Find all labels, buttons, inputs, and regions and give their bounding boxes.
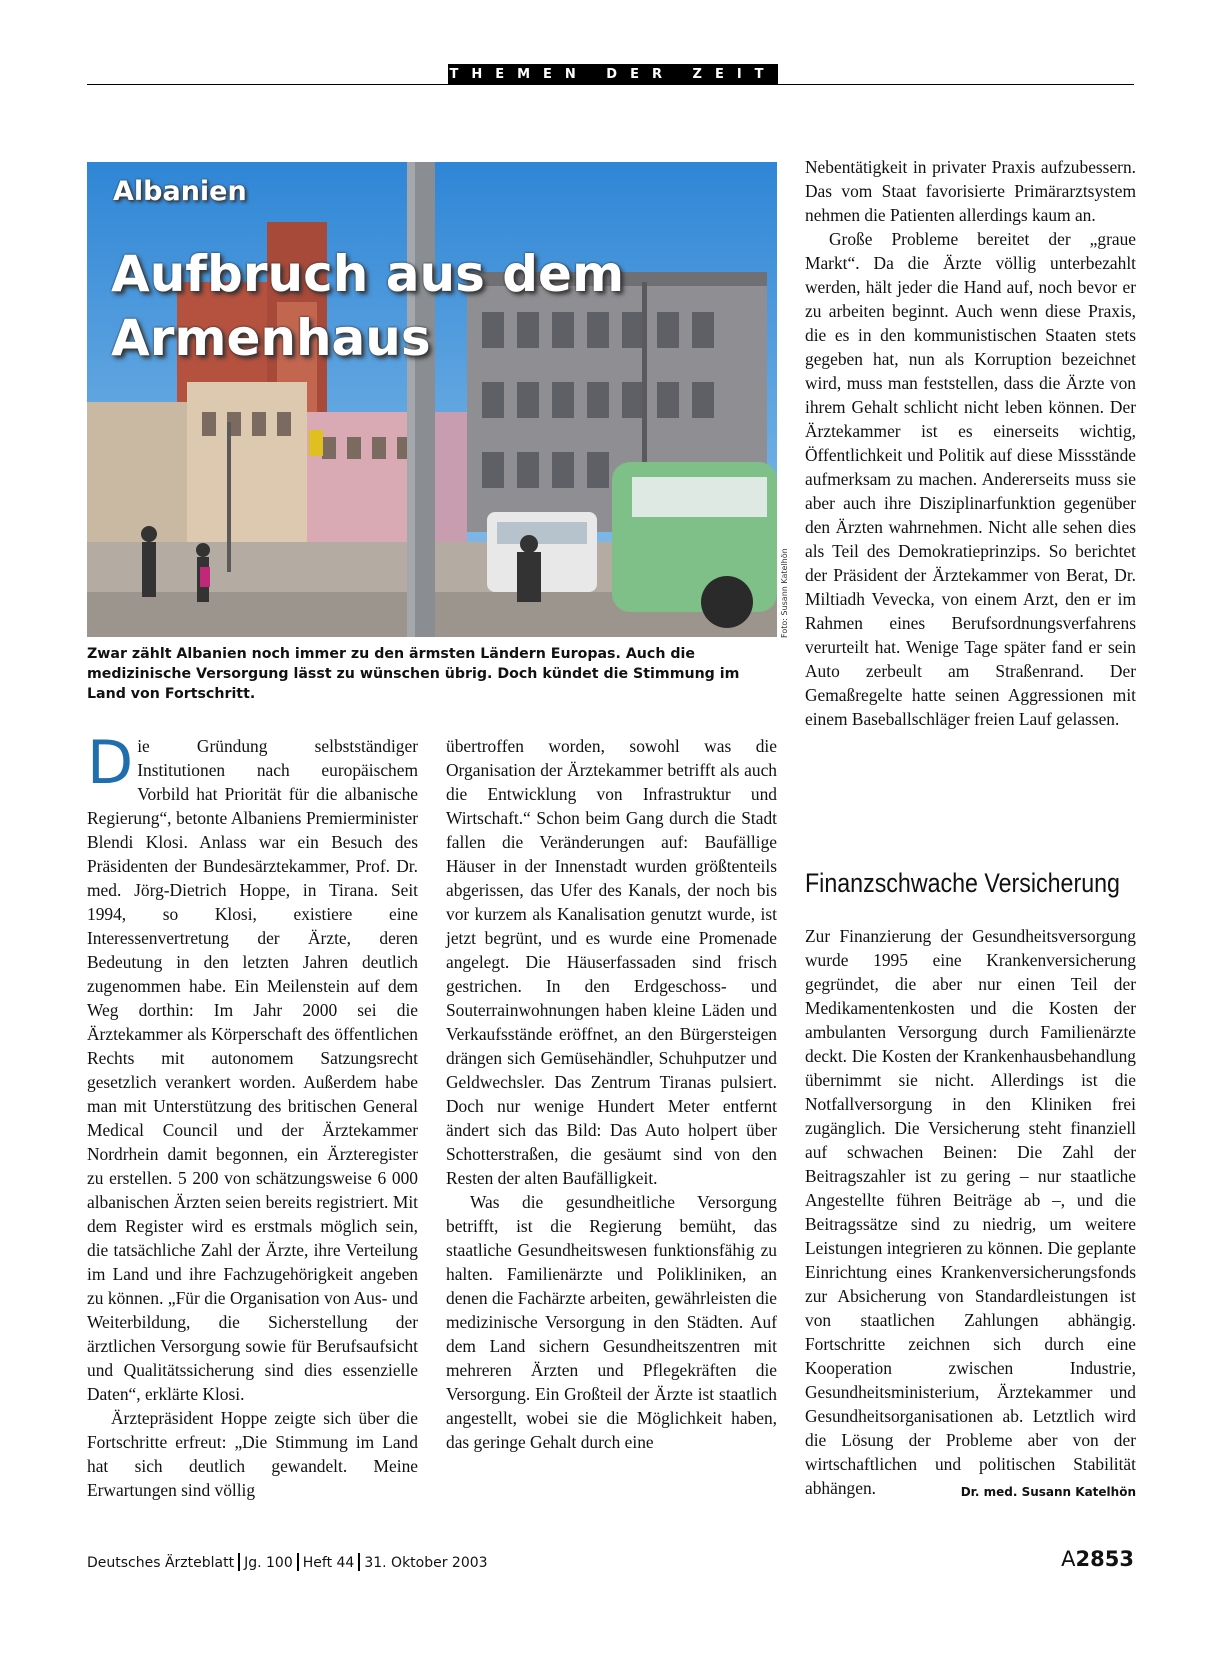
paragraph: Was die gesundheitliche Versorgung betrifft, ist die Regierung bemüht, das staatliche Gesundheitswesen funktionsfähig zu halten. Familienärzte und Polikliniken, an denen die Fachärzte arbeiten, gewährleisten die medizinische Versorgung in den Städten. Auf dem Land sichern Gesundheitszentren mit mehreren Ärzten und Pflegekräften die Versorgung. Ein Großteil der Ärzte ist staatlich angestellt, wobei sie die Möglichkeit haben, das geringe Gehalt durch eine bbox=[446, 1192, 777, 1452]
article-column-3-bottom bbox=[805, 924, 1136, 1504]
page-number bbox=[1061, 1547, 1134, 1571]
photo-credit bbox=[778, 548, 792, 640]
journal-volume: Jg. 100 bbox=[244, 1555, 293, 1571]
journal-name: Deutsches Ärzteblatt bbox=[87, 1555, 235, 1571]
paragraph: Ärztepräsident Hoppe zeigte sich über die Fortschritte erfreut: „Die Stimmung im Land hat sich deutlich gewandelt. Meine Erwartungen sind völlig bbox=[87, 1408, 418, 1500]
issue-date: 31. Oktober 2003 bbox=[364, 1555, 488, 1571]
footer-divider bbox=[358, 1553, 360, 1571]
article-title bbox=[111, 242, 624, 370]
paragraph bbox=[87, 728, 418, 1406]
article-column-2 bbox=[446, 734, 777, 1454]
section-subheading: Finanzschwache Versicherung bbox=[805, 868, 1120, 898]
photo-caption: Zwar zählt Albanien noch immer zu den ärmsten Ländern Europas. Auch die medizinische Versorgung lässt zu wünschen übrig. Doch kündet die Stimmung im Land von Fortschritt. bbox=[87, 646, 740, 702]
paragraph: Große Probleme bereitet der „graue Markt“. Da die Ärzte völlig unterbezahlt werden, hält jeder die Hand auf, noch bevor er zu arbeiten beginnt. Auch wenn diese Praxis, die es in den kommunistischen Staaten stets gegeben hat, nun als Korruption bezeichnet wird, muss man feststellen, dass die Ärzte von ihrem Gehalt schlicht nicht leben können. Der Ärztekammer ist es einerseits wichtig, Öffentlichkeit und Politik auf diese Missstände aufmerksam zu machen. Andererseits muss sie aber auch ihre Disziplinarfunktion gegenüber den Ärzten wahrnehmen. Nicht alle sehen dies als Teil des Demokratieprinzips. So berichtet der Präsident der Ärztekammer von Berat, Dr. Miltiadh Vevecka, von einem Arzt, den er im Rahmen eines Berufsordnungsverfahrens verurteilt hat. Wenige Tage später fand er sein Auto zerbeult am Straßenrand. Der Gemaßregelte hatte seinen Aggressionen mit einem Baseballschläger freien Lauf gelassen. bbox=[805, 229, 1136, 729]
page-prefix: A bbox=[1061, 1547, 1076, 1571]
photo-credit-text: Foto: Susann Katelhön bbox=[780, 548, 789, 638]
author-byline: Dr. med. Susann Katelhön bbox=[960, 1485, 1136, 1499]
paragraph bbox=[805, 924, 1136, 1500]
journal-issue: Heft 44 bbox=[302, 1555, 355, 1571]
article-column-3-top bbox=[805, 155, 1136, 731]
photo-kicker: Albanien bbox=[113, 176, 247, 207]
title-line-2: Armenhaus bbox=[111, 309, 431, 367]
street-scene-image bbox=[87, 162, 777, 637]
dropcap: D bbox=[87, 728, 134, 798]
paragraph-text: ie Gründung selbstständiger Institutionen nach europäischem Vorbild hat Priorität für die albanische Regierung“, betonte Albaniens Premierminister Blendi Klosi. Anlass war ein Besuch des Präsidenten der Bundesärztekammer, Prof. Dr. med. Jörg-Dietrich Hoppe, in Tirana. Seit 1994, so Klosi, existiere eine Interessenvertretung der Ärzte, deren Bedeutung in den letzten Jahren deutlich zugenommen habe. Ein Meilenstein auf dem Weg dorthin: Im Jahr 2000 sei die Ärztekammer als Körperschaft des öffentlichen Rechts mit autonomem Satzungsrecht gesetzlich verankert worden. Außerdem habe man mit Unterstützung des britischen General Medical Council und der Ärztekammer Nordrhein damit begonnen, ein Ärzteregister zu erstellen. 5 200 von schätzungsweise 6 000 albanischen Ärzten seien bereits registriert. Mit dem Register wird es erstmals möglich sein, die tatsächliche Zahl der Ärzte, ihre Verteilung im Land und ihre Fachzugehörigkeit angeben zu können. „Für die Organisation von Aus- und Weiterbildung, die Sicherstellung der ärztlichen Versorgung sowie für Berufsaufsicht und Qualitätssicherung sind dies essenzielle Daten“, erklärte Klosi. bbox=[87, 736, 418, 1404]
footer-divider bbox=[238, 1553, 240, 1571]
title-line-1: Aufbruch aus dem bbox=[111, 245, 625, 303]
page-number-value: 2853 bbox=[1075, 1547, 1134, 1571]
footer bbox=[87, 1553, 488, 1571]
article-photo bbox=[87, 162, 777, 637]
section-label: THEMEN DER ZEIT bbox=[448, 64, 778, 85]
footer-divider bbox=[297, 1553, 299, 1571]
article-column-1 bbox=[87, 728, 418, 1502]
paragraph: übertroffen worden, sowohl was die Organisation der Ärztekammer betrifft als auch die Entwicklung von Infrastruktur und Wirtschaft.“ Schon beim Gang durch die Stadt fallen die Veränderungen auf: Baufällige Häuser in der Innenstadt wurden größtenteils abgerissen, das Ufer des Kanals, der noch bis vor kurzem als Kanalisation genutzt wurde, ist jetzt begrünt, und es wurde eine Promenade angelegt. Die Häuserfassaden sind frisch gestrichen. In den Erdgeschoss- und Souterrainwohnungen haben kleine Läden und Verkaufsstände eröffnet, an den Bürgersteigen drängen sich Gemüsehändler, Schuhputzer und Geldwechsler. Das Zentrum Tiranas pulsiert. Doch nur wenige Hundert Meter entfernt ändert sich das Bild: Das Auto holpert über Schotterstraßen, die gesäumt sind von den Resten der alten Baufälligkeit. bbox=[446, 736, 777, 1188]
paragraph: Nebentätigkeit in privater Praxis aufzubessern. Das vom Staat favorisierte Primärarztsystem nehmen die Patienten allerdings kaum an. bbox=[805, 157, 1136, 225]
paragraph-text: Zur Finanzierung der Gesundheitsversorgung wurde 1995 eine Krankenversicherung gegründet, die aber nur einen Teil der Medikamentenkosten und die Kosten der ambulanten Versorgung durch Familienärzte deckt. Die Kosten der Krankenhausbehandlung übernimmt sie nicht. Allerdings ist die Notfallversorgung in den Kliniken frei zugänglich. Die Versicherung steht finanziell auf schwachen Beinen: Die Zahl der Beitragszahler ist zu gering – nur staatliche Angestellte führen Beiträge ab –, und die Beitragssätze sind zu niedrig, um weitere Leistungen integrieren zu können. Die geplante Einrichtung eines Krankenversicherungsfonds zur Absicherung von Standardleistungen ist von staatlichen Zahlungen abhängig. Fortschritte zeichnen sich durch eine Kooperation zwischen Industrie, Gesundheitsministerium, Ärztekammer und Gesundheitsorganisationen ab. Letztlich wird die Lösung der Probleme aber von der wirtschaftlichen und politischen Stabilität abhängen. bbox=[805, 926, 1136, 1498]
